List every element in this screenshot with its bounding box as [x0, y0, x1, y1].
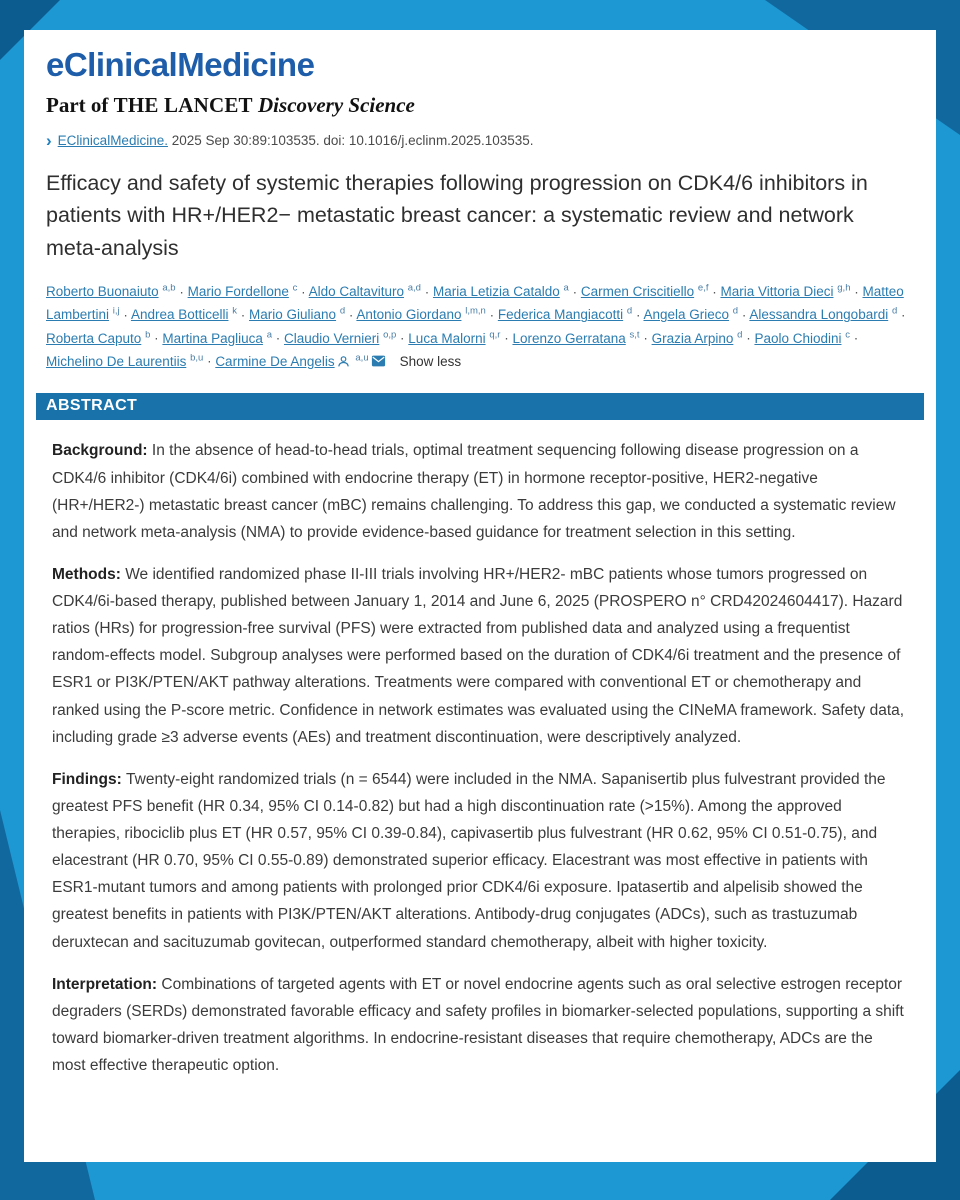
abstract-body [46, 420, 914, 1079]
author-affiliation: a [563, 282, 569, 294]
author [408, 331, 500, 346]
author [46, 284, 176, 299]
author-affiliation: d [339, 305, 346, 317]
chevron-icon: › [46, 131, 52, 150]
article-card [24, 30, 936, 1162]
abstract-paragraph: Methods: We identified randomized phase II-III trials involving HR+/HER2- mBC patients whose tumors progressed on CDK4/6i-based therapy, published between January 1, 2014 and June 6, 2025 (PROSPERO n° CRD42024604417). Hazard ratios (HRs) for progression-free survival (PFS) were extracted from published data and analyzed using a frequentist random-effects model. Subgroup analyses were performed based on the duration of CDK4/6i treatment and the presence of ESR1 or PI3K/PTEN/AKT pathway alterations. Treatments were compared with conventional ET or chemotherapy and ranked using the P-score metric. Confidence in network estimates was evaluated using the CINeMA framework. Safety data, including grade ≥3 adverse events (AEs) and treatment discontinuation, were descriptively analyzed. [52, 565, 905, 746]
author-link[interactable]: Grazia Arpino [651, 330, 734, 346]
tagline-part: Part of [46, 93, 114, 117]
journal-tagline [46, 93, 914, 118]
author [498, 307, 632, 322]
author-affiliation: c [845, 329, 851, 341]
show-less-link[interactable]: Show less [399, 353, 462, 369]
author-link[interactable]: Mario Fordellone [187, 284, 289, 300]
author-separator: · [297, 284, 309, 300]
author-affiliation: c [292, 282, 298, 294]
author-affiliation: a,d [407, 282, 421, 294]
journal-header [46, 46, 914, 151]
author-separator: · [639, 330, 652, 346]
author-link[interactable]: Martina Pagliuca [162, 330, 263, 346]
author-affiliation: e,f [697, 282, 709, 294]
author [652, 331, 743, 346]
author-link[interactable]: Carmen Criscitiello [580, 284, 695, 300]
author [284, 331, 396, 346]
author-link[interactable]: Antonio Giordano [356, 307, 462, 323]
abstract-heading: ABSTRACT [36, 393, 924, 420]
author-link[interactable]: Lorenzo Gerratana [512, 330, 626, 346]
authors-line [46, 281, 914, 374]
author-affiliation: d [891, 305, 898, 317]
author-separator: · [632, 307, 644, 323]
author-separator: · [119, 307, 131, 323]
author [512, 331, 639, 346]
journal-citation-link[interactable]: EClinicalMedicine. [57, 133, 168, 148]
author [720, 284, 850, 299]
author-link[interactable]: Andrea Botticelli [130, 307, 229, 323]
author-separator: · [175, 284, 188, 300]
author [643, 307, 738, 322]
author [309, 284, 421, 299]
author-link[interactable]: Mario Giuliano [249, 307, 337, 323]
author-affiliation: k [232, 305, 238, 317]
email-icon[interactable] [371, 355, 386, 367]
author [249, 307, 345, 322]
citation-text: 2025 Sep 30:89:103535. doi: 10.1016/j.eclinm.2025.103535. [167, 133, 534, 148]
author-affiliation: g,h [837, 282, 851, 294]
author-separator: · [897, 307, 906, 323]
abstract-section-label: Findings: [52, 770, 127, 788]
author-link[interactable]: Luca Malorni [408, 330, 486, 346]
author-separator: · [345, 307, 357, 323]
author-separator: · [237, 307, 250, 323]
journal-logo: eClinicalMedicine [46, 46, 315, 83]
author-separator: · [850, 284, 863, 300]
article-title: Efficacy and safety of systemic therapies following progression on CDK4/6 inhibitors in patients with HR+/HER2− metastatic breast cancer: a systematic review and network meta-analysis [46, 171, 868, 260]
author-link[interactable]: Roberto Buonaiuto [46, 284, 159, 300]
tagline-lancet: THE LANCET [113, 93, 253, 117]
corresponding-author-icon [337, 355, 350, 368]
author-affiliation: a,u [355, 352, 369, 364]
citation-line [46, 131, 914, 151]
author-link[interactable]: Roberta Caputo [46, 330, 142, 346]
author [46, 354, 203, 369]
author-link[interactable]: Paolo Chiodini [754, 330, 842, 346]
author-link[interactable]: Michelino De Laurentiis [46, 353, 187, 369]
author-affiliation: l,m,n [465, 305, 486, 317]
author-separator: · [485, 307, 498, 323]
author-link[interactable]: Maria Letizia Cataldo [432, 284, 560, 300]
author [433, 284, 569, 299]
author-link[interactable]: Matteo Lambertini [46, 284, 904, 323]
author [162, 331, 272, 346]
tagline-science: Discovery Science [252, 93, 415, 117]
author-link[interactable]: Angela Grieco [643, 307, 730, 323]
author [188, 284, 298, 299]
author-link[interactable]: Maria Vittoria Dieci [720, 284, 834, 300]
author-separator: · [203, 353, 216, 369]
abstract-paragraph: Findings: Twenty-eight randomized trials (n = 6544) were included in the NMA. Sapanisertib plus fulvestrant provided the greatest PFS benefit (HR 0.34, 95% CI 0.14-0.82) but had a high discontinuation rate (>15%). Among the approved therapies, ribociclib plus ET (HR 0.57, 95% CI 0.39-0.84), capivasertib plus fulvestrant (HR 0.62, 95% CI 0.51-0.75), and elacestrant (HR 0.70, 95% CI 0.55-0.89) demonstrated superior efficacy. Elacestrant was most effective in patients with ESR1-mutant tumors and among patients with prolonged prior CDK4/6i exposure. Ipatasertib and alpelisib showed the greatest benefits in patients with PI3K/PTEN/AKT alterations. Antibody-drug conjugates (ADCs), such as trastuzumab deruxtecan and sacituzumab govitecan, outperformed standard chemotherapy, albeit with higher toxicity. [52, 770, 886, 951]
author [356, 307, 485, 322]
author-separator: · [850, 330, 859, 346]
author-affiliation: b [145, 329, 151, 341]
author-affiliation: i,j [112, 305, 120, 317]
author [131, 307, 237, 322]
abstract-section-label: Methods: [52, 565, 126, 583]
author-separator: · [272, 330, 284, 346]
author-separator: · [738, 307, 750, 323]
author-affiliation: d [737, 329, 743, 341]
author [46, 331, 150, 346]
abstract-paragraph: Interpretation: Combinations of targeted agents with ET or novel endocrine agents such as oral selective estrogen receptor degraders (SERDs) demonstrated favorable efficacy and safety profiles in biomarker-selected populations, supporting a shift toward biomarker-driven treatment algorithms. In endocrine-resistant diseases that require chemotherapy, ADCs are the most effective therapeutic option. [52, 975, 904, 1075]
author-link[interactable]: Alessandra Longobardi [749, 307, 889, 323]
abstract-paragraph: Background: In the absence of head-to-head trials, optimal treatment sequencing following disease progression on a CDK4/6 inhibitor (CDK4/6i) combined with endocrine therapy (ET) in hormone receptor-positive, HER2-negative (HR+/HER2-) metastatic breast cancer (mBC) remains challenging. To address this gap, we conducted a systematic review and network meta-analysis (NMA) to provide evidence-based guidance for treatment selection in this setting. [52, 442, 896, 541]
author-separator: · [742, 330, 755, 346]
author-link[interactable]: Aldo Caltavituro [308, 284, 404, 300]
author-affiliation: o,p [383, 329, 397, 341]
author-affiliation: d [732, 305, 739, 317]
author-link[interactable]: Federica Mangiacotti [497, 307, 624, 323]
author-link[interactable]: Carmine De Angelis [215, 353, 335, 369]
author [749, 307, 897, 322]
author-separator: · [396, 330, 409, 346]
authors-inline [46, 284, 906, 369]
author-affiliation: a,b [162, 282, 176, 294]
author-separator: · [420, 284, 433, 300]
author-affiliation: d [626, 305, 633, 317]
author-link[interactable]: Claudio Vernieri [284, 330, 380, 346]
author-separator: · [568, 284, 581, 300]
author-separator: · [708, 284, 721, 300]
author-affiliation: s,t [629, 329, 640, 341]
author-affiliation: a [266, 329, 272, 341]
author-affiliation: b,u [190, 352, 204, 364]
author [754, 331, 850, 346]
author-separator: · [150, 330, 163, 346]
author-affiliation: q,r [489, 329, 501, 341]
author [581, 284, 709, 299]
author [215, 354, 387, 369]
abstract-section-label: Interpretation: [52, 975, 162, 993]
author-separator: · [500, 330, 513, 346]
abstract-section-label: Background: [52, 442, 152, 460]
